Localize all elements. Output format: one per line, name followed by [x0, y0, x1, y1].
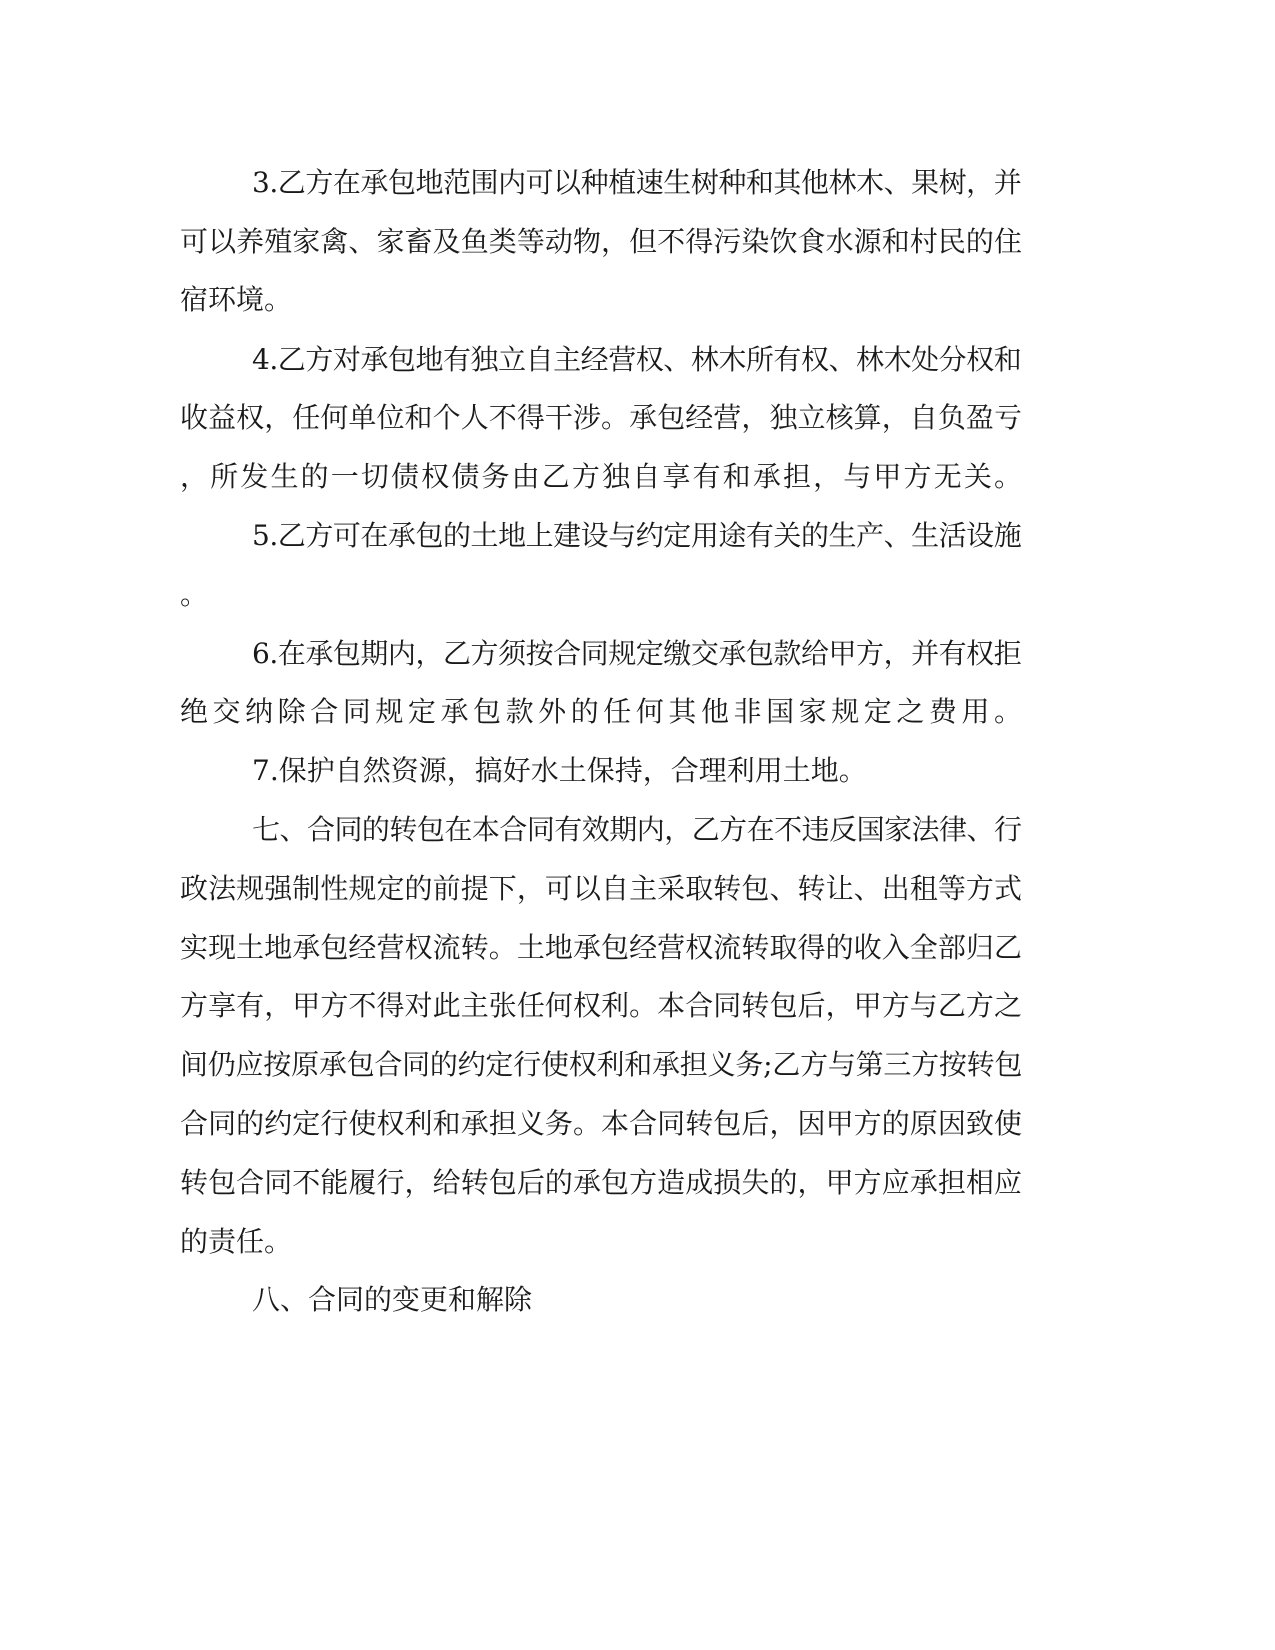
section-7-line-2: 政法规强制性规定的前提下，可以自主采取转包、转让、出租等方式	[180, 872, 1023, 905]
section-7-line-5: 间仍应按原承包合同的约定行使权利和承担义务;乙方与第三方按转包	[180, 1048, 1023, 1081]
section-7-line-8: 的责任。	[180, 1225, 293, 1258]
paragraph-7-line-1: 7.保护自然资源，搞好水土保持，合理利用土地。	[252, 754, 867, 787]
paragraph-3-line-3: 宿环境。	[180, 283, 293, 316]
paragraph-4-line-2: 收益权，任何单位和个人不得干涉。承包经营，独立核算，自负盈亏	[180, 401, 1023, 434]
paragraph-3-line-2: 可以养殖家禽、家畜及鱼类等动物，但不得污染饮食水源和村民的住	[180, 225, 1023, 258]
paragraph-5-line-1: 5.乙方可在承包的土地上建设与约定用途有关的生产、生活设施	[252, 519, 1022, 552]
paragraph-6-line-1: 6.在承包期内，乙方须按合同规定缴交承包款给甲方，并有权拒	[252, 637, 1022, 670]
paragraph-6-line-2: 绝交纳除合同规定承包款外的任何其他非国家规定之费用。	[180, 695, 1027, 728]
section-7-line-6: 合同的约定行使权利和承担义务。本合同转包后，因甲方的原因致使	[180, 1107, 1023, 1140]
section-7-line-1: 七、合同的转包在本合同有效期内，乙方在不违反国家法律、行	[252, 813, 1022, 846]
section-8-heading: 八、合同的变更和解除	[252, 1283, 533, 1316]
paragraph-4-line-3: ，所发生的一切债权债务由乙方独自享有和承担，与甲方无关。	[180, 460, 1025, 493]
section-7-line-7: 转包合同不能履行，给转包后的承包方造成损失的，甲方应承担相应	[180, 1166, 1023, 1199]
paragraph-5-line-2: 。	[180, 578, 209, 611]
section-7-line-3: 实现土地承包经营权流转。土地承包经营权流转取得的收入全部归乙	[180, 931, 1023, 964]
paragraph-3-line-1: 3.乙方在承包地范围内可以种植速生树种和其他林木、果树，并	[252, 166, 1022, 199]
section-7-line-4: 方享有，甲方不得对此主张任何权利。本合同转包后，甲方与乙方之	[180, 989, 1023, 1022]
paragraph-4-line-1: 4.乙方对承包地有独立自主经营权、林木所有权、林木处分权和	[252, 343, 1022, 376]
